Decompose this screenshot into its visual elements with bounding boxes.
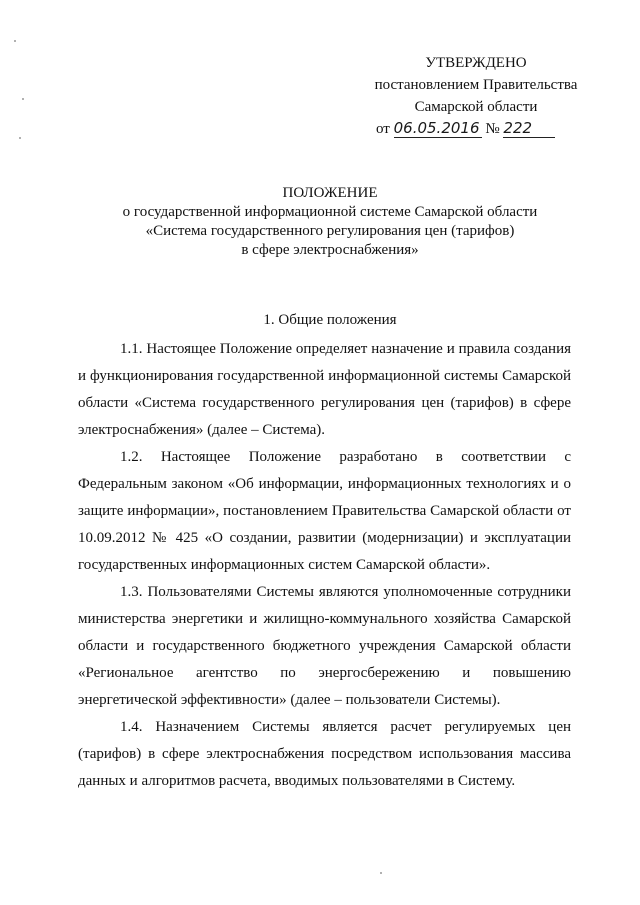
handwritten-date: 06.05.2016 <box>394 119 482 138</box>
paragraph-1-4: 1.4. Назначением Системы является расчет регулируемых цен (тарифов) в сфере электроснабжения посредством использования массива данных и алгоритмов расчета, вводимых пользователями в Систему. <box>78 719 571 789</box>
document-subtitle-line-1: о государственной информационной системе Самарской области <box>122 204 538 220</box>
paragraph-1-1: 1.1. Настоящее Положение определяет назначение и правила создания и функционирования государственной информационной системы Самарской области «Система государственного регулирования цен (тарифов) в сфере электроснабжения» (далее – Система). <box>78 341 571 438</box>
document-title: ПОЛОЖЕНИЕ <box>282 185 378 201</box>
paragraph-1-2: 1.2. Настоящее Положение разработано в соответствии с Федеральным законом «Об информации, информационных технологиях и о защите информации», постановлением Правительства Самарской области от 10.09.2012 № 425 «О создании, развитии (модернизации) и эксплуатации государственных информационных систем Самарской области». <box>78 449 571 573</box>
scan-speck <box>22 98 24 100</box>
number-sign: № <box>485 121 500 137</box>
approval-date-line <box>366 118 586 140</box>
scan-speck <box>380 872 382 874</box>
date-prefix: от <box>376 121 390 137</box>
approval-line-2: Самарской области <box>414 99 538 115</box>
approval-stamp <box>366 52 586 140</box>
document-subtitle-line-3: в сфере электроснабжения» <box>241 242 419 258</box>
paragraph-1-3: 1.3. Пользователями Системы являются уполномоченные сотрудники министерства энергетики и жилищно-коммунального хозяйства Самарской области и государственного бюджетного учреждения Самарской области «Региональное агентство по энергосбережению и повышению энергетической эффективности» (далее – пользователи Системы). <box>78 584 571 708</box>
section-title: 1. Общие положения <box>263 312 397 328</box>
document-title-block <box>60 184 600 260</box>
approval-line-1: постановлением Правительства <box>374 77 578 93</box>
handwritten-number: 222 <box>503 119 555 138</box>
document-subtitle-line-2: «Система государственного регулирования цен (тарифов) <box>145 223 515 239</box>
approval-title: УТВЕРЖДЕНО <box>425 55 527 71</box>
scan-speck <box>14 40 16 42</box>
scan-speck <box>19 137 21 139</box>
section-body <box>78 336 571 795</box>
